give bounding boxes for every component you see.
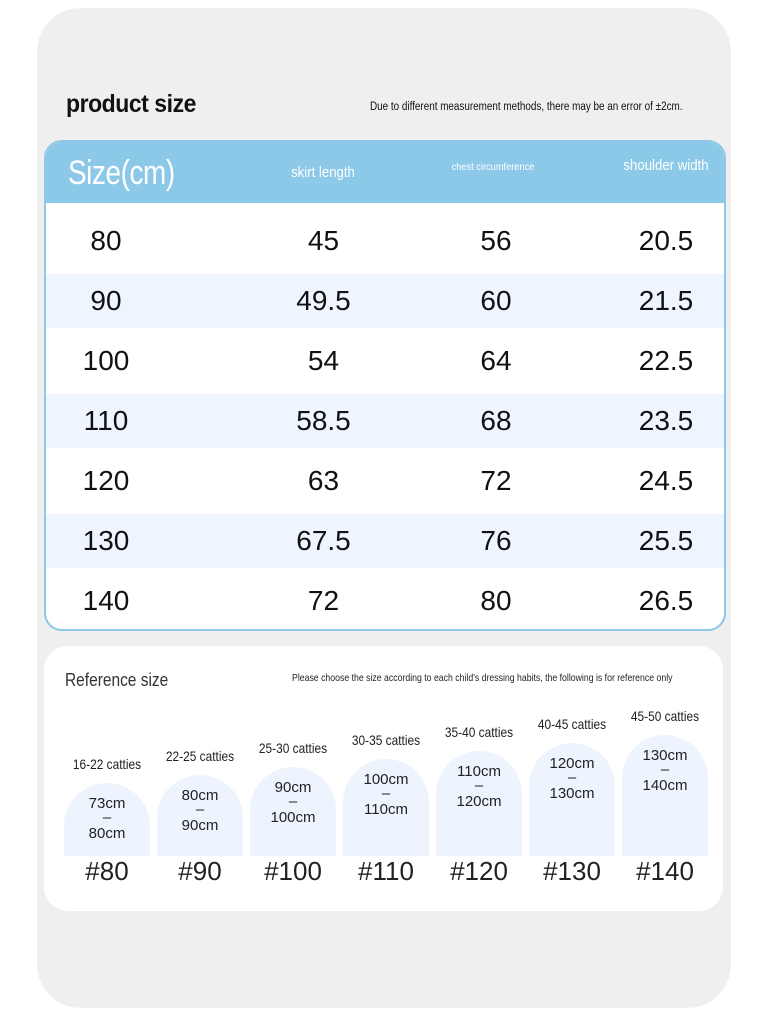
header-skirt-length: skirt length: [291, 164, 355, 181]
height-min: 80cm: [181, 787, 219, 804]
cell-chest: 68: [480, 405, 512, 436]
height-min: 73cm: [88, 795, 126, 812]
header-shoulder-width: shoulder width: [623, 157, 709, 174]
height-min: 130cm: [642, 747, 688, 764]
cell-skirt-length: 49.5: [296, 285, 351, 316]
height-min: 120cm: [549, 755, 595, 772]
size-tag: #90: [178, 856, 222, 886]
measurement-note: Due to different measurement methods, there may be an error of ±2cm.: [370, 101, 683, 113]
size-tag: #120: [450, 856, 508, 886]
cell-chest: 72: [480, 465, 512, 496]
reference-title: Reference size: [65, 670, 169, 690]
cell-size: 110: [83, 405, 129, 436]
cell-size: 130: [82, 525, 130, 556]
cell-size: 100: [82, 345, 130, 376]
cell-shoulder: 26.5: [638, 585, 694, 616]
cell-skirt-length: 54: [307, 345, 340, 376]
table-header: [46, 142, 724, 203]
weight-range: 45-50 catties: [630, 708, 700, 724]
size-tag: #140: [636, 856, 694, 886]
height-max: 100cm: [270, 809, 316, 826]
cell-shoulder: 21.5: [638, 285, 694, 316]
page-title: product size: [66, 90, 196, 118]
weight-range: 22-25 catties: [165, 748, 235, 764]
weight-range: 40-45 catties: [537, 716, 607, 732]
cell-shoulder: 22.5: [638, 345, 694, 376]
cell-skirt-length: 72: [307, 585, 340, 616]
table-row: [46, 334, 724, 388]
weight-range: 30-35 catties: [351, 732, 421, 748]
height-max: 140cm: [642, 777, 688, 794]
header-size: Size(cm): [68, 154, 175, 192]
height-dash: –: [474, 777, 484, 794]
size-table: [44, 140, 726, 631]
table-row: [46, 514, 724, 568]
table-row: [46, 274, 724, 328]
weight-range: 25-30 catties: [258, 740, 328, 756]
height-dash: –: [288, 793, 298, 810]
height-min: 100cm: [363, 771, 409, 788]
height-dash: –: [102, 809, 112, 826]
size-tag: #110: [358, 856, 414, 886]
cell-skirt-length: 45: [307, 225, 340, 256]
cell-skirt-length: 67.5: [296, 525, 351, 556]
weight-range: 16-22 catties: [72, 756, 142, 772]
cell-shoulder: 20.5: [638, 225, 694, 256]
reference-size-panel: [44, 646, 723, 911]
cell-skirt-length: 58.5: [296, 405, 351, 436]
height-max: 90cm: [181, 817, 219, 834]
cell-chest: 80: [480, 585, 512, 616]
size-tag: #80: [85, 856, 129, 886]
weight-range: 35-40 catties: [444, 724, 514, 740]
height-min: 90cm: [274, 779, 312, 796]
cell-size: 80: [90, 225, 122, 256]
cell-chest: 76: [480, 525, 512, 556]
cell-shoulder: 24.5: [638, 465, 694, 496]
header-chest-circumference: chest circumference: [451, 161, 535, 173]
height-max: 80cm: [88, 825, 126, 842]
height-dash: –: [567, 769, 577, 786]
height-dash: –: [660, 761, 670, 778]
height-dash: –: [195, 801, 205, 818]
size-tag: #100: [264, 856, 322, 886]
cell-chest: 60: [480, 285, 512, 316]
table-row: [46, 214, 724, 268]
cell-size: 140: [82, 585, 130, 616]
cell-shoulder: 25.5: [638, 525, 694, 556]
height-max: 110cm: [364, 801, 408, 818]
cell-shoulder: 23.5: [638, 405, 694, 436]
height-max: 130cm: [549, 785, 595, 802]
table-row: [46, 394, 724, 448]
cell-size: 120: [82, 465, 130, 496]
table-row: [46, 454, 724, 508]
reference-note: Please choose the size according to each child's dressing habits, the following is for reference only: [292, 672, 673, 684]
height-max: 120cm: [456, 793, 502, 810]
table-row: [46, 574, 724, 628]
size-tag: #130: [543, 856, 601, 886]
height-dash: –: [381, 785, 391, 802]
height-min: 110cm: [457, 763, 501, 780]
cell-chest: 56: [480, 225, 512, 256]
cell-size: 90: [90, 285, 122, 316]
cell-chest: 64: [480, 345, 512, 376]
cell-skirt-length: 63: [307, 465, 340, 496]
